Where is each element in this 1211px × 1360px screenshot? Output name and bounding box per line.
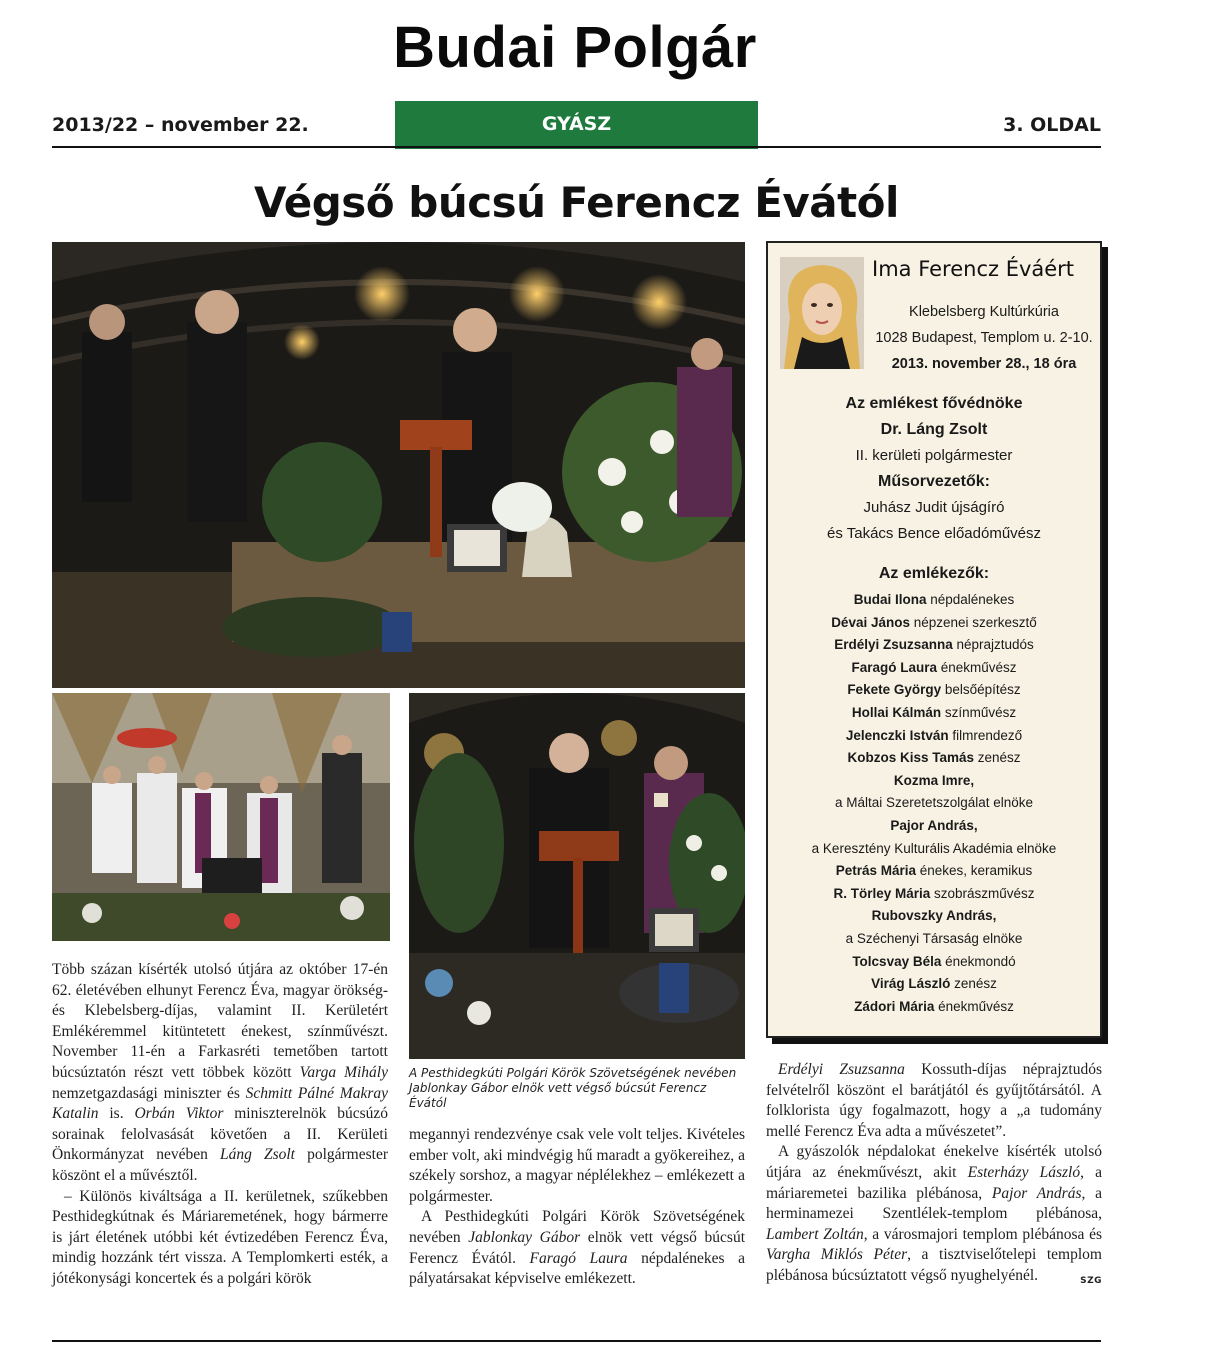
person-name: Schmitt Pálné Makray Katalin (52, 1084, 388, 1123)
masthead: Budai Polgár (393, 15, 757, 80)
memorial-event-box (766, 241, 1102, 1038)
speaker-entry (768, 860, 1100, 883)
person-name: Varga Mihály (299, 1063, 388, 1081)
speaker-name: Faragó Laura (851, 659, 937, 675)
header-rule (52, 146, 1101, 148)
paragraph (766, 1060, 1102, 1142)
page-number: 3. OLDAL (1003, 114, 1101, 136)
speaker-entry (768, 951, 1100, 974)
person-name: Láng Zsolt (219, 1146, 295, 1164)
speaker-entry (768, 973, 1100, 996)
speaker-role: belsőépítész (941, 682, 1021, 698)
portrait-photo (780, 257, 864, 369)
person-name: Esterházy László (967, 1163, 1081, 1181)
speaker-name: Budai Ilona (853, 592, 927, 607)
speaker-entry (768, 725, 1100, 748)
speaker-name: Hollai Kálmán (851, 704, 942, 720)
event-venue: Klebelsberg Kultúrkúria (909, 304, 1059, 320)
text-run: Több százan kísérték utolsó útjára az október 17-én 62. életévében elhunyt Ferencz Éva, magyar örökség- és Klebelsberg-díjas, valamint II. Kerületért Emlékéremmel kitüntetett énekest, színművészt. November 11-én a Farkasréti temetőben tartott búcsúztatón részt vett többek között (52, 961, 388, 1081)
speaker-name: Pajor András, (890, 817, 978, 833)
speaker-role: népzenei szerkesztő (909, 614, 1037, 630)
speaker-role: énekművész (936, 659, 1017, 675)
text-run: Kossuth-díjas néprajztudós felvételről köszönt el barátjától és gyűjtőtársától. A folklorista úgy fogalmazott, hogy a „a tudomány mellé Ferencz Éva adta a művészetet”. (766, 1061, 1102, 1140)
speaker-entry (768, 792, 1100, 815)
paragraph (409, 1207, 745, 1289)
photo-caption: A Pesthidegkúti Polgári Körök Szövetségének nevében Jablonkay Gábor elnök vett végső búcsút Ferencz Évától (409, 1066, 737, 1110)
speaker-name: Jelenczki István (845, 727, 949, 743)
paragraph (766, 1142, 1102, 1286)
speaker-role: énekes, keramikus (915, 863, 1033, 879)
speaker-entry (768, 815, 1100, 838)
speaker-entry (768, 770, 1100, 793)
speaker-entry (768, 702, 1100, 725)
speaker-role: néprajztudós (952, 637, 1034, 653)
eulogy-photo (409, 693, 745, 1059)
speaker-name: Tolcsvay Béla (852, 953, 942, 969)
speaker-role: a Széchenyi Társaság elnöke (845, 930, 1023, 946)
text-run: elnök vett végső búcsút Ferencz Évától. (409, 1228, 746, 1267)
speaker-entry (768, 883, 1100, 906)
speaker-role: népdalénekes (926, 592, 1015, 607)
event-program (768, 391, 1100, 1018)
article-headline: Végső búcsú Ferencz Évától (254, 178, 899, 227)
speakers-list (768, 589, 1100, 1018)
patron-heading: Az emlékest fővédnöke (845, 395, 1023, 412)
speaker-role: énekmondó (941, 953, 1016, 969)
issue-date: 2013/22 – november 22. (52, 114, 309, 136)
speaker-entry (768, 612, 1100, 635)
cemetery-photo (52, 693, 390, 941)
person-name: Faragó Laura (529, 1249, 628, 1267)
speaker-role: a Keresztény Kulturális Akadémia elnöke (811, 840, 1057, 856)
event-date: 2013. november 28., 18 óra (891, 356, 1077, 372)
person-name: Orbán Viktor (134, 1105, 224, 1123)
speaker-name: Kozma Imre, (893, 772, 975, 788)
text-run: , a tisztviselőtelepi templom plébánosa búcsúztatott végső nyughelyénél. (766, 1246, 1102, 1284)
article-column-2 (409, 1125, 745, 1290)
speaker-entry (768, 657, 1100, 680)
speaker-entry (768, 747, 1100, 770)
speaker-role: zenész (950, 976, 997, 992)
text-run: polgármester köszönt el a művésztől. (52, 1146, 388, 1184)
article-column-3 (766, 1060, 1102, 1292)
text-run: népdalénekes a pályatársakat képviselve emlékezett. (409, 1249, 745, 1288)
speaker-role: zenész (974, 750, 1021, 766)
speaker-name: Kobzos Kiss Tamás (847, 750, 974, 766)
text-run: is. (98, 1105, 135, 1123)
event-address: 1028 Budapest, Templom u. 2-10. (875, 330, 1093, 346)
person-name: Pajor András (991, 1184, 1082, 1202)
speaker-entry (768, 928, 1100, 951)
speaker-role: énekművész (934, 998, 1014, 1014)
event-details (868, 299, 1100, 377)
speaker-role: a Máltai Szeretetszolgálat elnöke (834, 795, 1034, 811)
speaker-name: Fekete György (847, 682, 942, 698)
speaker-entry (768, 634, 1100, 657)
speaker-entry (768, 996, 1100, 1019)
paragraph: megannyi rendezvénye csak vele volt teljes. Kivételes ember volt, aki mindvégig hű maradt a gyökereihez, a székely sorshoz, a magyar néplélekhez – emlékezett a polgármester. (409, 1126, 745, 1205)
section-rubric: GYÁSZ (395, 101, 758, 149)
paragraph: – Különös kiváltsága a II. kerületnek, szűkebben Pesthidegkútnak és Máriaremetének, hogy bármerre is járt életének utóbbi két évtizedében Ferencz Éva, mindig hozzánk tért vissza. A Templomkerti esték, a jótékonysági koncertek és a polgári körök (52, 1187, 388, 1287)
text-run: nemzetgazdasági miniszter és (52, 1084, 246, 1102)
speaker-name: Rubovszky András, (871, 908, 997, 924)
speaker-entry (768, 679, 1100, 702)
speaker-name: Virág László (871, 976, 951, 992)
author-signature: SZG (1080, 1275, 1102, 1286)
host-line: Juhász Judit újságíró (863, 499, 1005, 516)
text-run: , a máriaremetei bazilika plébánosa, (766, 1163, 1102, 1202)
speaker-role: szobrászművész (930, 885, 1035, 901)
person-name: Lambert Zoltán (766, 1225, 864, 1243)
text-run: A gyászolók népdalokat énekelve kísérték utolsó útjára az énekművészt, akit (766, 1143, 1102, 1181)
person-name: Erdélyi Zsuzsanna (778, 1061, 905, 1078)
speaker-name: Petrás Mária (835, 863, 916, 879)
person-name: Jablonkay Gábor (468, 1228, 581, 1246)
speaker-entry (768, 838, 1100, 861)
speaker-entry (768, 905, 1100, 928)
speaker-name: Zádori Mária (854, 998, 935, 1014)
speaker-role: filmrendező (948, 727, 1023, 743)
speaker-name: R. Törley Mária (833, 885, 931, 901)
patron-name: Dr. Láng Zsolt (880, 421, 988, 438)
speaker-name: Dévai János (831, 614, 910, 630)
footer-rule (52, 1340, 1101, 1342)
article-column-1 (52, 960, 388, 1290)
person-name: Vargha Miklós Péter (766, 1246, 908, 1264)
box-title: Ima Ferencz Éváért (872, 257, 1075, 281)
speakers-heading: Az emlékezők: (878, 565, 990, 582)
text-run: , a városmajori templom plébánosa és (863, 1225, 1102, 1243)
text-run: , a herminamezei Szentlélek-templom plébánosa, (766, 1184, 1102, 1223)
speaker-name: Erdélyi Zsuzsanna (834, 637, 953, 653)
patron-role: II. kerületi polgármester (855, 447, 1013, 464)
text-run: A Pesthidegkúti Polgári Körök Szövetségének nevében (409, 1208, 745, 1246)
speaker-entry (768, 589, 1100, 612)
text-run: miniszterelnök búcsúzó sorainak felolvasását követően a II. Kerületi Önkormányzat nevében (52, 1105, 389, 1164)
main-photo (52, 242, 745, 688)
paragraph (52, 960, 388, 1187)
host-line: és Takács Bence előadóművész (826, 525, 1041, 542)
speaker-role: színművész (941, 704, 1017, 720)
hosts-heading: Műsorvezetők: (877, 473, 991, 490)
